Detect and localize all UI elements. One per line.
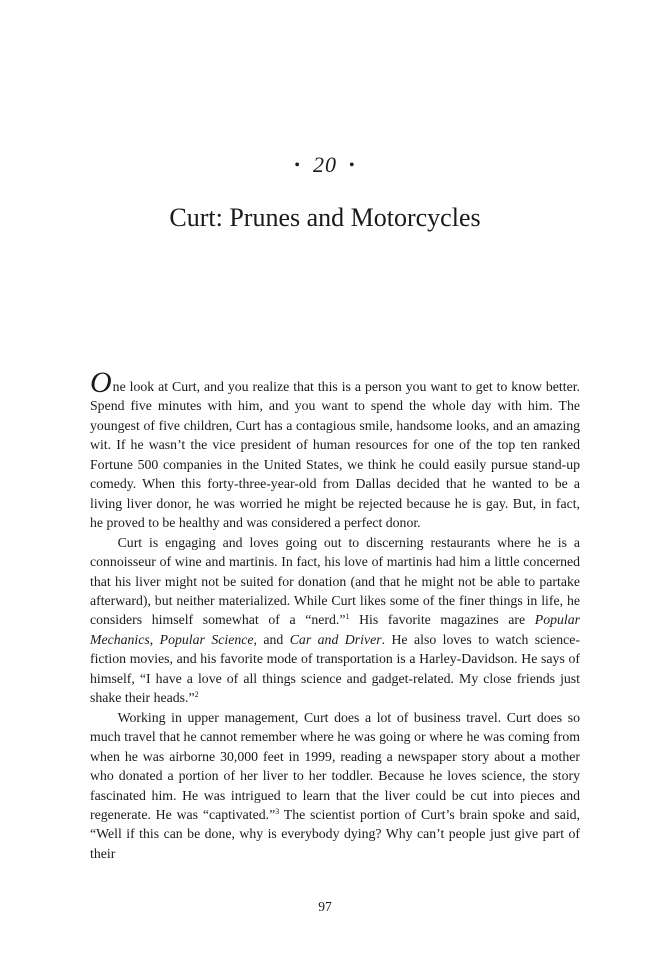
bullet-right: •: [349, 157, 356, 174]
bullet-left: •: [294, 157, 301, 174]
magazine-title: Popular Mechanics: [90, 612, 580, 647]
paragraph-1-text: ne look at Curt, and you realize that this is a person you want to get to know better. Spend five minutes with him, and you want to spend the whole day with him. The youngest of five children, Curt has a contagious smile, handsome looks, and an amazing wit. If he wasn’t the vice president of human resources for one of the top ten ranked Fortune 500 companies in the United States, we think he could easily pursue stand-up comedy. When this forty-three-year-old from Dallas decided that he wanted to be a living liver donor, he was worried he might be rejected because he is gay. But, in fact, he proved to be healthy and was considered a perfect donor.: [90, 379, 580, 531]
separator: ,: [149, 631, 160, 647]
paragraph-2-text-c: . He also loves to watch science-fiction movies, and his favorite mode of transportation is a Harley-Davidson. He says of himself, “I have a love of all things science and gadget-related. My close friends just shake their heads.”: [90, 631, 580, 706]
paragraph-3: [90, 708, 580, 864]
paragraph-2: [90, 533, 580, 708]
drop-cap: O: [90, 366, 112, 399]
chapter-number: [0, 152, 650, 178]
chapter-number-value: 20: [313, 152, 337, 177]
paragraph-2-text-a: Curt is engaging and loves going out to discerning restaurants where he is a connoisseur of wine and martinis. In fact, his love of martinis had him a little concerned that his liver might not be suited for donation (and that he might not be able to partake afterward), but neither materialized. While Curt likes some of the finer things in life, he considers himself somewhat of a “nerd.”: [90, 534, 580, 628]
separator: , and: [253, 631, 290, 647]
magazine-title: Popular Science: [159, 631, 254, 647]
footnote-ref-3: 3: [275, 806, 280, 816]
chapter-title: Curt: Prunes and Motorcycles: [169, 203, 481, 232]
paragraph-3-text-a: Working in upper management, Curt does a lot of business travel. Curt does so much travel that he cannot remember where he was going or where he was coming from when he was airborne 30,000 feet in 1999, reading a newspaper story about a mother who donated a portion of her liver to her toddler. Because he loves science, the story fascinated him. He was intrigued to learn that the liver could be cut into pieces and regenerate. He was “captivated.”: [90, 709, 580, 822]
page-number: 97: [318, 899, 332, 914]
magazine-title: Car and Driver: [289, 631, 382, 647]
paragraph-3-text-b: The scientist portion of Curt’s brain spoke and said, “Well if this can be done, why is everybody dying? Why can’t people just give part of their: [90, 806, 581, 861]
footnote-ref-1: 1: [345, 612, 350, 622]
paragraph-1: [90, 366, 580, 533]
paragraph-2-text-b: His favorite magazines are: [349, 612, 535, 628]
footnote-ref-2: 2: [194, 690, 199, 700]
chapter-body: [90, 366, 581, 863]
